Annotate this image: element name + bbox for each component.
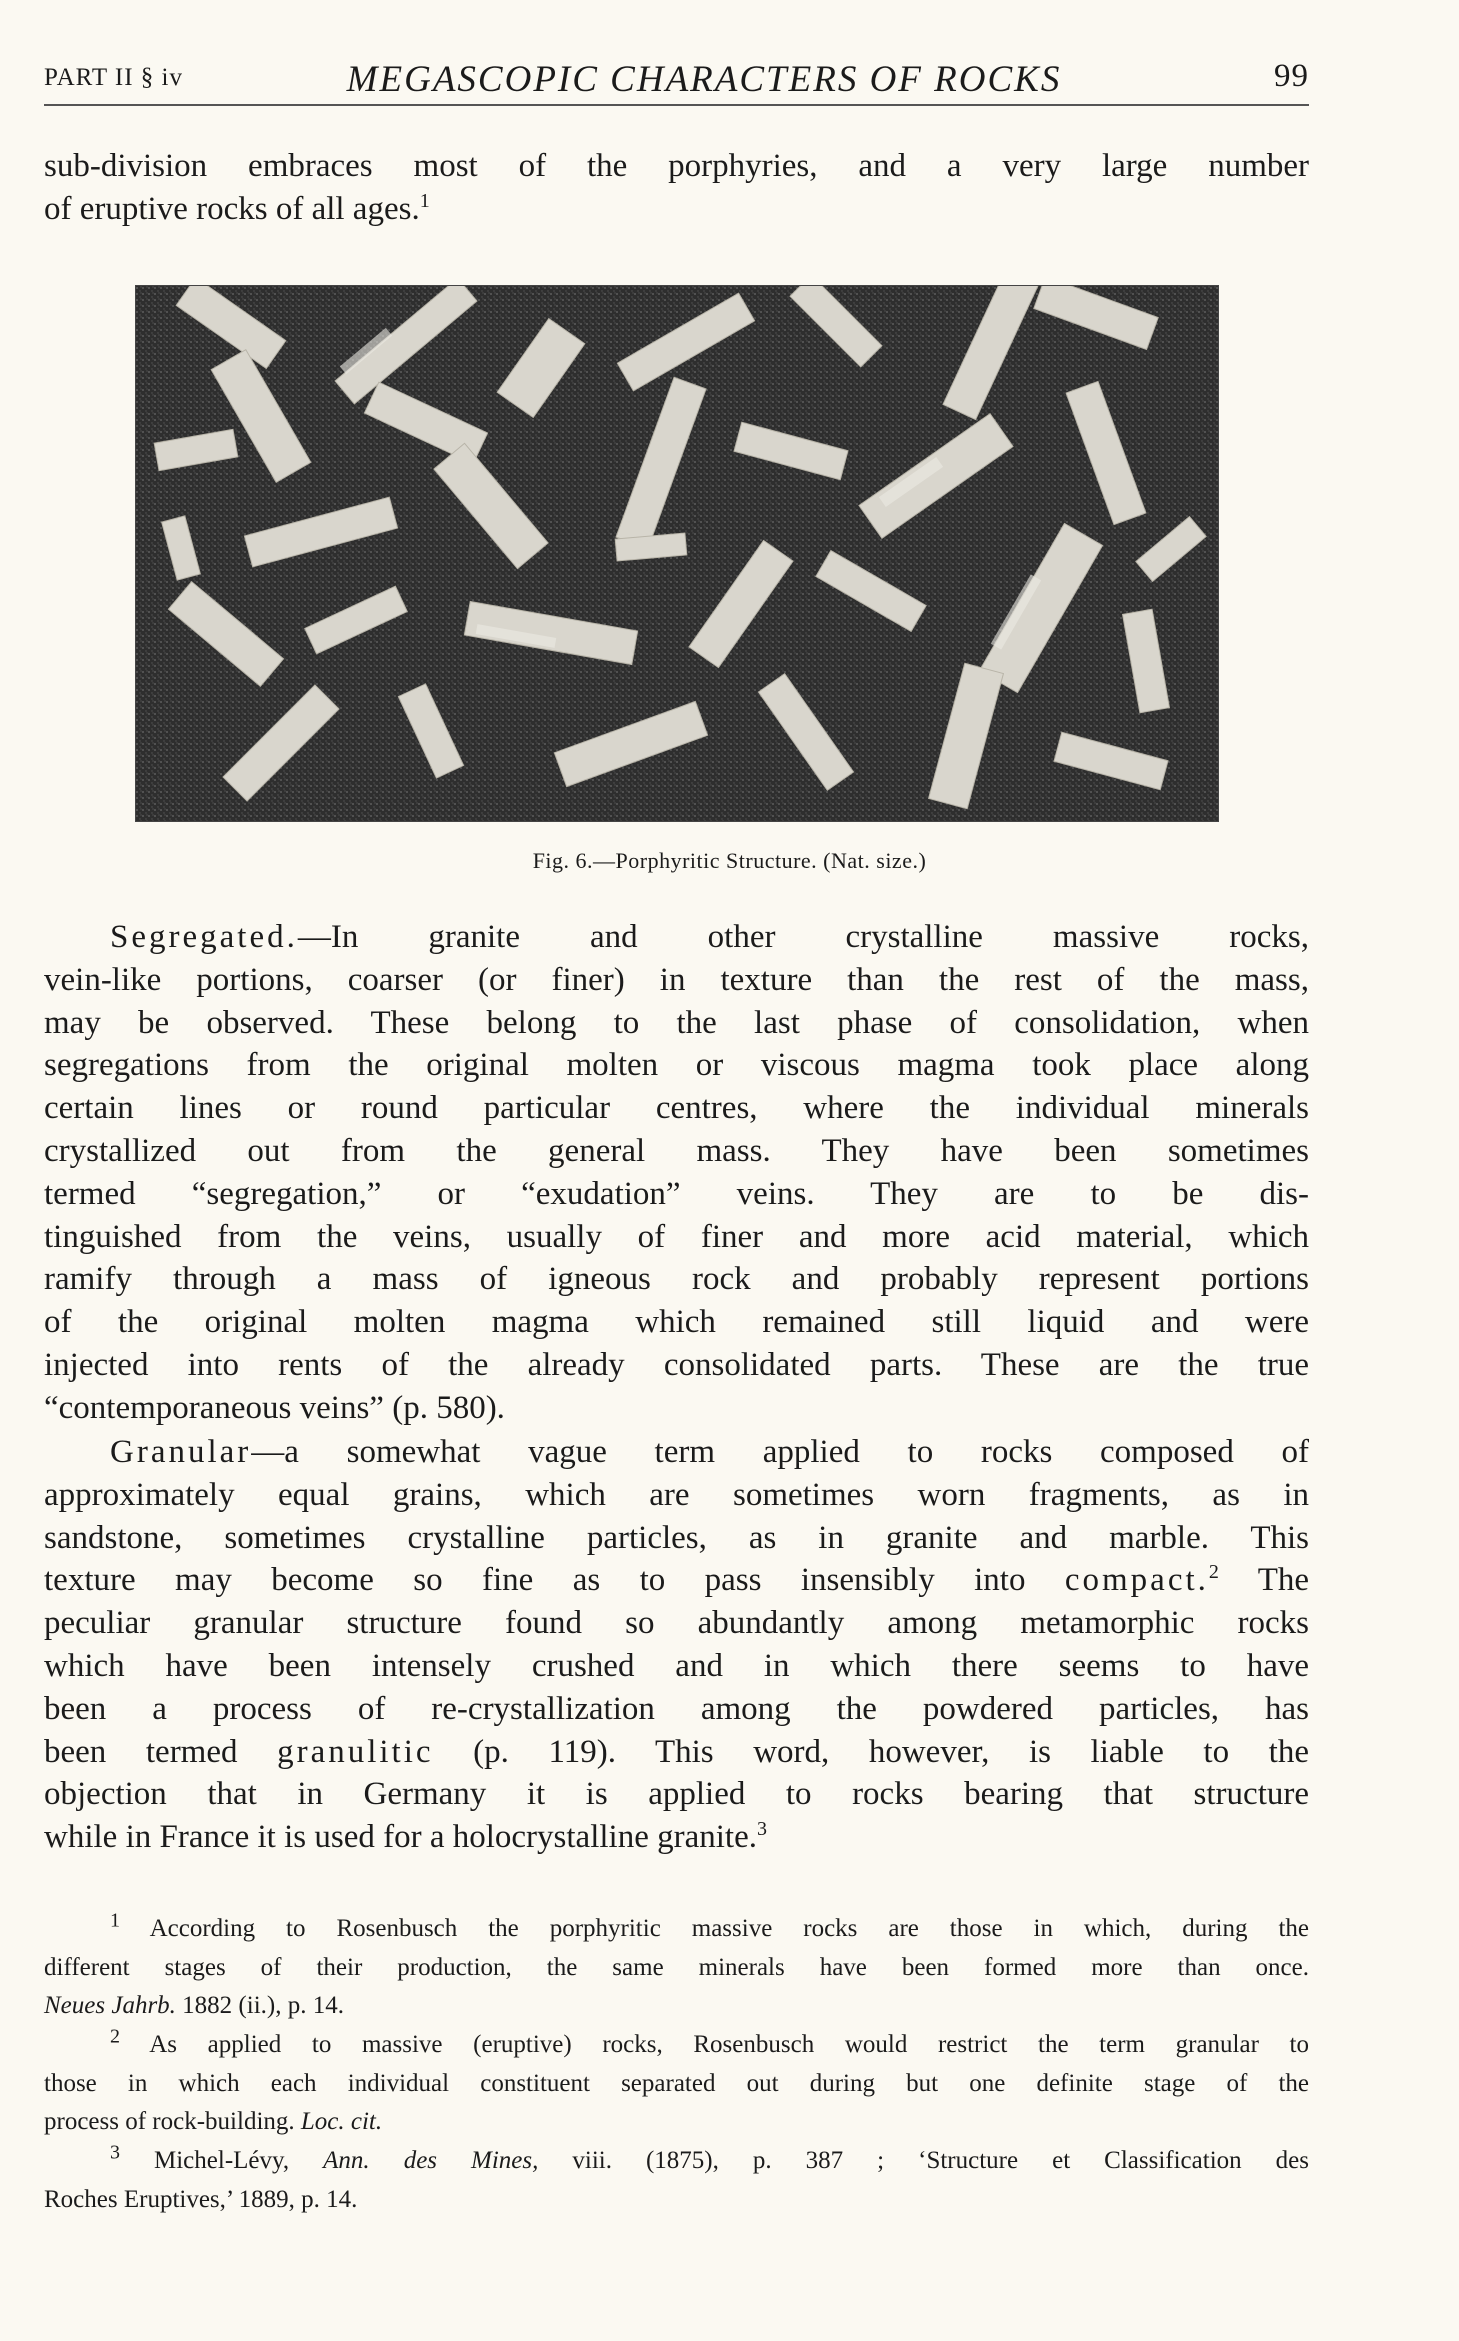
text-line: vein-like portions, coarser (or finer) in texture than the rest of the mass, [44,961,1309,998]
text-line [44,1431,1309,1474]
text-line: may be observed. These belong to the last phase of consolidation, when [44,1004,1309,1041]
text-line [44,1559,1309,1602]
page-number: 99 [1274,58,1309,94]
text-line [44,2026,1309,2065]
text-line [44,916,1309,959]
text-line: sandstone, sometimes crystalline particles, as in granite and marble. This [44,1519,1309,1556]
porphyritic-structure-figure [135,285,1219,822]
text-line: which have been intensely crushed and in which there seems to have [44,1647,1309,1684]
footnote-1 [44,1910,1309,2026]
text-line [44,2142,1309,2181]
text-fragment: —In granite and other crystalline massive rocks, [297,919,1309,955]
text-line: sub-division embraces most of the porphyries, and a very large number [44,148,1309,184]
text-line [44,1987,1309,2026]
footnote-mark: 3 [110,2141,120,2164]
term-compact: compact. [1064,1562,1209,1599]
text-fragment: According to Rosenbusch the porphyritic massive rocks are those in which, during the [120,1915,1309,1942]
citation-italic: Ann. des Mines, [323,2147,539,2174]
text-line: those in which each individual constituent separated out during but one definite stage of the [44,2069,1309,2097]
text-fragment: 1882 (ii.), p. 14. [175,1992,344,2019]
intro-paragraph [44,145,1309,231]
text-line: of the original molten magma which remained still liquid and were [44,1304,1309,1341]
text-line: been a process of re-crystallization among the powdered particles, has [44,1690,1309,1727]
rock-photograph [136,286,1218,821]
text-fragment: —a somewhat vague term applied to rocks composed of [251,1434,1309,1470]
citation-italic: Loc. cit. [300,2108,383,2135]
footnote-2 [44,2026,1309,2142]
footnote-mark: 1 [110,1909,120,1932]
text-fragment: process of rock-building. [44,2108,301,2135]
segregated-paragraph [44,916,1309,1430]
text-line [44,1731,1309,1774]
text-line: termed “segregation,” or “exudation” veins. They are to be dis- [44,1175,1309,1212]
text-line: Roches Eruptives,’ 1889, p. 14. [44,2185,358,2213]
text-fragment: viii. (1875), p. 387 ; ‘Structure et Classification des [538,2147,1309,2174]
footnote-mark: 2 [110,2025,120,2048]
text-fragment: The [1218,1562,1309,1599]
text-fragment: As applied to massive (eruptive) rocks, Rosenbusch would restrict the term granular to [120,2031,1309,2058]
text-line: tinguished from the veins, usually of finer and more acid material, which [44,1218,1309,1255]
footnote-ref[interactable]: 3 [756,1818,767,1841]
page-header-title: MEGASCOPIC CHARACTERS OF ROCKS [346,59,1062,100]
figure-caption: Fig. 6.—Porphyritic Structure. (Nat. size.) [532,848,927,873]
term-granular: Granular [110,1434,252,1470]
text-fragment: (p. 119). This word, however, is liable to the [433,1733,1309,1770]
text-line [44,1816,1309,1859]
footnote-3 [44,2142,1309,2219]
text-fragment: Michel-Lévy, [120,2147,324,2174]
text-line: injected into rents of the already consolidated parts. These are the true [44,1346,1309,1383]
text-line [44,1910,1309,1949]
text-line: certain lines or round particular centres, where the individual minerals [44,1090,1309,1127]
text-line: crystallized out from the general mass. They have been sometimes [44,1132,1309,1169]
footnote-ref[interactable]: 2 [1208,1561,1219,1584]
citation-italic: Neues Jahrb. [44,1992,176,2019]
text-line: peculiar granular structure found so abundantly among metamorphic rocks [44,1605,1309,1642]
text-line: approximately equal grains, which are sometimes worn fragments, as in [44,1476,1309,1513]
running-head [44,52,1309,106]
text-line: segregations from the original molten or viscous magma took place along [44,1047,1309,1084]
text-fragment: while in France it is used for a holocrystalline granite. [44,1819,757,1856]
text-line: ramify through a mass of igneous rock and probably represent portions [44,1261,1309,1298]
text-line: different stages of their production, the same minerals have been formed more than once. [44,1953,1309,1981]
footnote-ref[interactable]: 1 [419,189,430,212]
text-line: objection that in Germany it is applied to rocks bearing that structure [44,1776,1309,1813]
term-granulitic: granulitic [277,1733,434,1770]
text-line [44,188,1309,231]
text-fragment: of eruptive rocks of all ages. [44,190,420,227]
section-label: PART II § iv [44,64,184,91]
text-line: “contemporaneous veins” (p. 580). [44,1389,505,1426]
granular-paragraph [44,1431,1309,1859]
text-fragment: been termed [44,1733,278,1770]
text-line [44,2103,1309,2142]
term-segregated: Segregated. [110,919,298,955]
text-fragment: texture may become so fine as to pass insensibly into [44,1562,1065,1599]
